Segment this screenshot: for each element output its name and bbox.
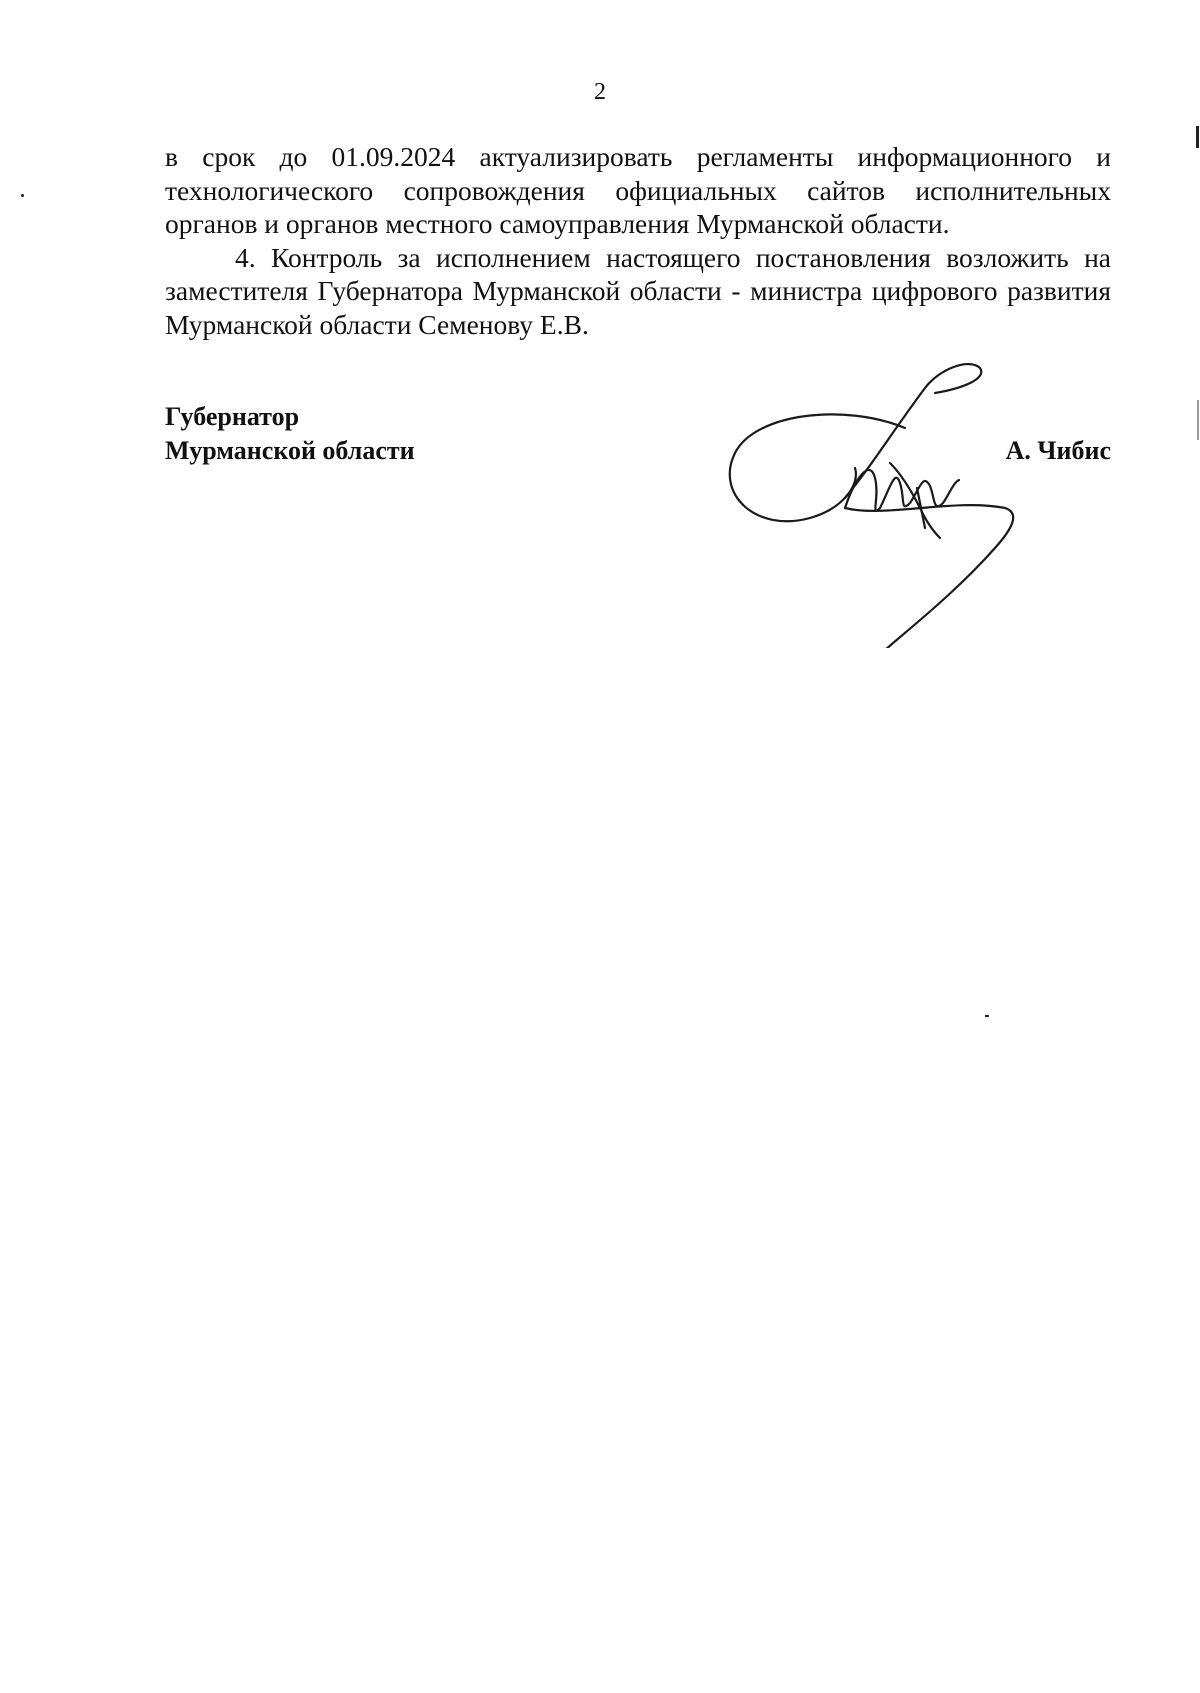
signer-position-line-1: Губернатор — [165, 402, 300, 431]
scan-edge-mark — [1196, 126, 1199, 148]
signer-name: А. Чибис — [1005, 436, 1111, 465]
scan-dot — [985, 1015, 989, 1017]
scan-dot — [21, 194, 24, 197]
handwritten-signature-icon — [695, 358, 1125, 648]
paragraph-deadline: в срок до 01.09.2024 актуализировать регламенты информационного и технологического сопровождения официальных сайтов исполнительных органов и органов местного самоуправления Мурманской области. — [165, 141, 1111, 239]
document-body — [165, 140, 1111, 341]
paragraph-control: 4. Контроль за исполнением настоящего постановления возложить на заместителя Губернатора Мурманской области - министра цифрового развития Мурманской области Семенову Е.В. — [165, 241, 1111, 340]
signer-position-line-2: Мурманской области — [165, 436, 415, 465]
signature-block — [165, 400, 1111, 640]
page-number: 2 — [594, 79, 606, 105]
scan-edge-mark — [1197, 400, 1199, 440]
signer-position — [165, 400, 415, 468]
